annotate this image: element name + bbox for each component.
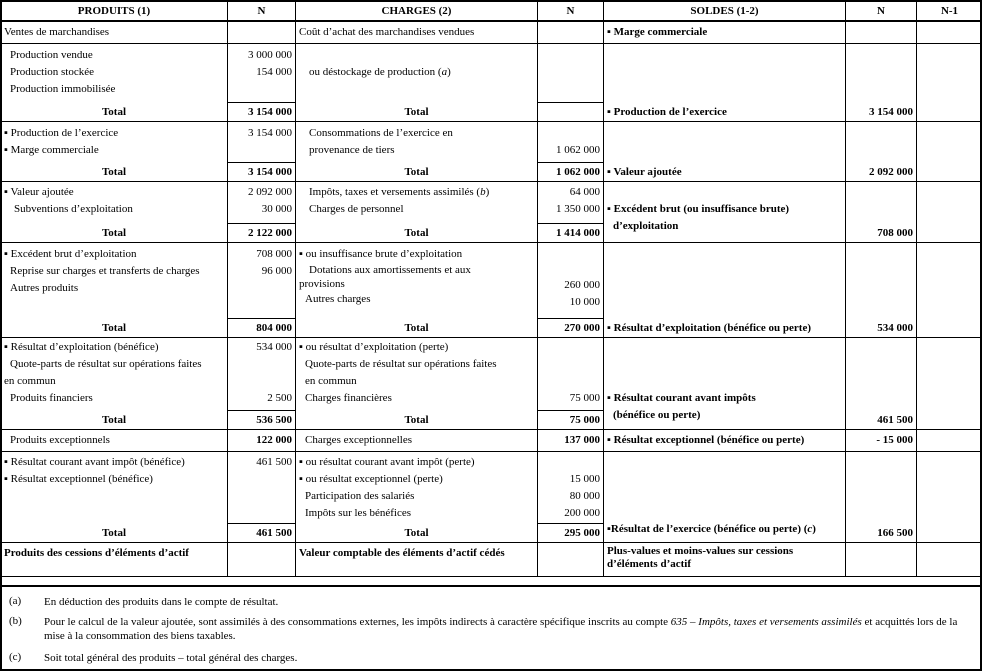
produit-cell: ▪ Excédent brut d’exploitation Reprise sur charges et transferts de charges Autres produits Total [1, 242, 228, 337]
charge-cell: Consommations de l’exercice en provenance de tiers Total [296, 121, 538, 181]
row-resultat-courant [1, 337, 982, 429]
produit-cell: Production vendue Production stockée Production immobilisée Total [1, 43, 228, 121]
row-cessions [1, 542, 982, 576]
produit-amount-cell: 708 000 96 000 804 000 [228, 242, 296, 337]
charge-cell: ou déstockage de production (a) Total [296, 43, 538, 121]
total-label: Total [404, 321, 429, 334]
solde-amount-cell: 166 500 [846, 451, 917, 542]
charge-cell: Charges exceptionnelles [296, 429, 538, 451]
total-produits: 461 500 [228, 523, 295, 542]
total-label: Total [404, 526, 429, 539]
total-label: Total [101, 321, 127, 334]
charge-amount-cell [538, 43, 604, 121]
produit-amount-cell [228, 542, 296, 576]
produit-amount-cell: 3 000 000 154 000 3 154 000 [228, 43, 296, 121]
n-1-cell [917, 21, 982, 43]
charge-cell: ▪ ou insuffisance brute d’exploitation Dotations aux amortissements et aux provisions Autres charges Total [296, 242, 538, 337]
produit-amount-cell: 2 092 000 30 000 2 122 000 [228, 181, 296, 242]
total-produits: 804 000 [228, 318, 295, 337]
row-resultat-exceptionnel [1, 429, 982, 451]
charge-amount-cell: 75 000 75 000 [538, 337, 604, 429]
solde-amount-cell: 461 500 [846, 337, 917, 429]
produit-amount-cell: 122 000 [228, 429, 296, 451]
total-produits: 3 154 000 [228, 102, 295, 121]
produit-cell: Ventes de marchandises [1, 21, 228, 43]
charge-cell: Valeur comptable des éléments d’actif cédés [296, 542, 538, 576]
total-charges: 295 000 [538, 523, 603, 542]
solde-amount-cell: 534 000 [846, 242, 917, 337]
charge-amount-cell: 260 000 10 000 270 000 [538, 242, 604, 337]
total-charges: 270 000 [538, 318, 603, 337]
n-1-cell [917, 121, 982, 181]
solde-amount-cell: - 15 000 [846, 429, 917, 451]
n-1-cell [917, 451, 982, 542]
charge-amount-cell: 64 000 1 350 000 1 414 000 [538, 181, 604, 242]
produit-amount-cell: 534 000 2 500 536 500 [228, 337, 296, 429]
total-charges: 1 414 000 [538, 223, 603, 242]
total-produits: 3 154 000 [228, 162, 295, 181]
solde-cell: ▪Résultat de l’exercice (bénéfice ou perte) (c) [604, 451, 846, 542]
charge-cell: ▪ ou résultat d’exploitation (perte) Quote-parts de résultat sur opérations faites en commun Charges financières Total [296, 337, 538, 429]
charge-amount-cell: 15 000 80 000 200 000 295 000 [538, 451, 604, 542]
solde-cell: ▪ Production de l’exercice [604, 43, 846, 121]
produit-amount-cell [228, 21, 296, 43]
header-produits: PRODUITS (1) [1, 1, 228, 22]
header-n-produits: N [228, 1, 296, 22]
charge-amount-cell: 137 000 [538, 429, 604, 451]
solde-amount-cell [846, 542, 917, 576]
n-1-cell [917, 242, 982, 337]
produit-amount-cell: 461 500 461 500 [228, 451, 296, 542]
total-label: Total [404, 226, 429, 239]
header-n-1: N-1 [917, 1, 982, 22]
total-charges: 1 062 000 [538, 162, 603, 181]
produit-cell: ▪ Production de l’exercice ▪ Marge commerciale Total [1, 121, 228, 181]
total-charges [538, 102, 603, 121]
header-row [1, 1, 982, 22]
total-label: Total [101, 413, 127, 426]
header-n-charges: N [538, 1, 604, 22]
n-1-cell [917, 429, 982, 451]
charge-amount-cell [538, 21, 604, 43]
produit-cell: ▪ Résultat d’exploitation (bénéfice) Quote-parts de résultat sur opérations faites en commun Produits financiers Total [1, 337, 228, 429]
solde-cell: Plus-values et moins-values sur cessions d’éléments d’actif [604, 542, 846, 576]
total-produits: 536 500 [228, 410, 295, 429]
total-label: Total [404, 105, 429, 118]
solde-cell: ▪ Résultat exceptionnel (bénéfice ou perte) [604, 429, 846, 451]
n-1-cell [917, 181, 982, 242]
total-produits: 2 122 000 [228, 223, 295, 242]
produit-cell: ▪ Valeur ajoutée Subventions d’exploitation Total [1, 181, 228, 242]
produit-cell: Produits des cessions d’éléments d’actif [1, 542, 228, 576]
row-excedent-brut [1, 181, 982, 242]
charge-amount-cell [538, 542, 604, 576]
solde-amount-cell: 2 092 000 [846, 121, 917, 181]
produit-cell: ▪ Résultat courant avant impôt (bénéfice) ▪ Résultat exceptionnel (bénéfice) Total [1, 451, 228, 542]
produit-cell: Produits exceptionnels [1, 429, 228, 451]
solde-amount-cell: 708 000 [846, 181, 917, 242]
total-label: Total [101, 526, 127, 539]
solde-amount-cell: 3 154 000 [846, 43, 917, 121]
row-marge-commerciale [1, 21, 982, 43]
row-production-exercice [1, 43, 982, 121]
total-label: Total [404, 413, 429, 426]
charge-cell: ▪ ou résultat courant avant impôt (perte) ▪ ou résultat exceptionnel (perte) Participation des salariés Impôts sur les bénéfices Total [296, 451, 538, 542]
charge-amount-cell: 1 062 000 1 062 000 [538, 121, 604, 181]
total-label: Total [101, 105, 127, 118]
total-label: Total [101, 226, 127, 239]
solde-cell: ▪ Marge commerciale [604, 21, 846, 43]
row-valeur-ajoutee [1, 121, 982, 181]
header-charges: CHARGES (2) [296, 1, 538, 22]
solde-cell: ▪ Résultat courant avant impôts (bénéfice ou perte) [604, 337, 846, 429]
solde-amount-cell [846, 21, 917, 43]
n-1-cell [917, 43, 982, 121]
solde-cell: ▪ Valeur ajoutée [604, 121, 846, 181]
n-1-cell [917, 337, 982, 429]
n-1-cell [917, 542, 982, 576]
total-label: Total [101, 165, 127, 178]
row-resultat-exploitation [1, 242, 982, 337]
charge-cell: Impôts, taxes et versements assimilés (b) Charges de personnel Total [296, 181, 538, 242]
header-soldes: SOLDES (1-2) [604, 1, 846, 22]
total-charges: 75 000 [538, 410, 603, 429]
solde-cell: ▪ Résultat d’exploitation (bénéfice ou perte) [604, 242, 846, 337]
total-label: Total [404, 165, 429, 178]
charge-cell: Coût d’achat des marchandises vendues [296, 21, 538, 43]
row-resultat-exercice [1, 451, 982, 542]
produit-amount-cell: 3 154 000 3 154 000 [228, 121, 296, 181]
solde-cell: ▪ Excédent brut (ou insuffisance brute) d’exploitation [604, 181, 846, 242]
header-n-soldes: N [846, 1, 917, 22]
